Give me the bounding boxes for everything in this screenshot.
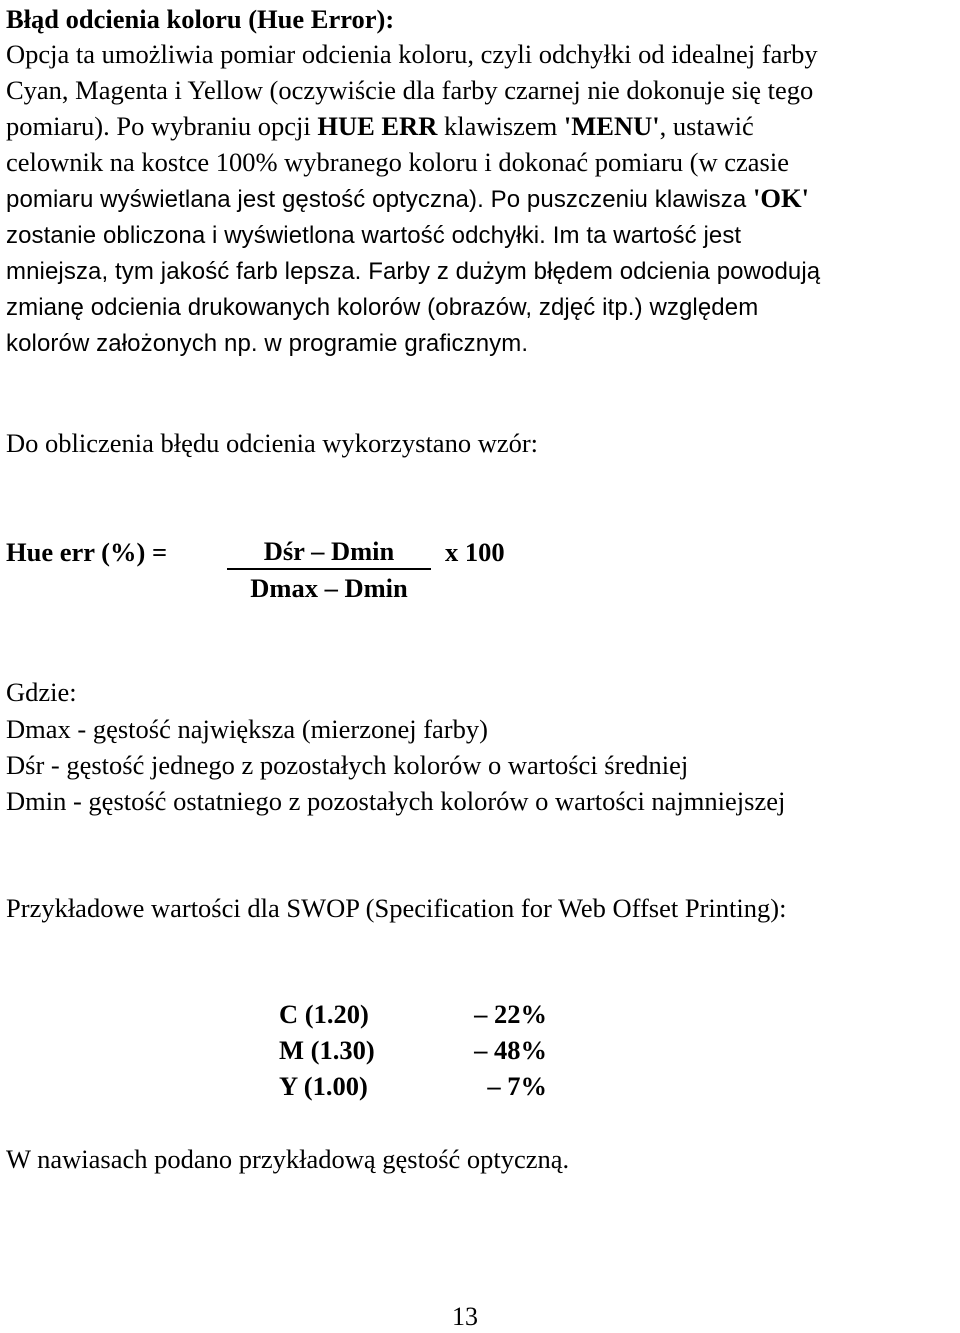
swop-color: Y (1.00) xyxy=(279,1071,368,1101)
swop-intro: Przykładowe wartości dla SWOP (Specification for Web Offset Printing): xyxy=(6,893,787,923)
paragraph-text: Farby z dużym błędem odcienia powodują xyxy=(368,258,821,285)
description-paragraph xyxy=(6,36,956,362)
swop-value: – 7% xyxy=(487,1071,547,1101)
paragraph-line-9: kolorów założonych np. w programie graficznym. xyxy=(6,330,529,357)
paragraph-text: , ustawić xyxy=(659,111,754,141)
formula-lhs: Hue err (%) = xyxy=(6,537,168,567)
formula-intro: Do obliczenia błędu odcienia wykorzystano wzór: xyxy=(6,428,539,458)
swop-color: C (1.20) xyxy=(279,999,369,1029)
paragraph-line-4: celownik na kostce 100% wybranego koloru i dokonać pomiaru (w czasie xyxy=(6,147,789,177)
where-dsr: Dśr - gęstość jednego z pozostałych kolorów o wartości średniej xyxy=(6,750,689,780)
formula-denominator: Dmax – Dmin xyxy=(250,573,408,603)
ok-key: 'OK' xyxy=(753,183,809,213)
formula-numerator: Dśr – Dmin xyxy=(227,534,431,570)
formula-multiplier: x 100 xyxy=(445,537,505,567)
section-heading: Błąd odcienia koloru (Hue Error): xyxy=(6,4,395,34)
paragraph-text: klawiszem xyxy=(437,111,564,141)
paragraph-line-8: zmianę odcienia drukowanych kolorów (obrazów, zdjęć itp.) względem xyxy=(6,294,759,321)
paragraph-line-3 xyxy=(6,108,956,144)
menu-key: 'MENU' xyxy=(563,111,660,141)
page-number: 13 xyxy=(452,1302,478,1331)
hue-err-option: HUE ERR xyxy=(317,111,438,141)
where-dmin: Dmin - gęstość ostatniego z pozostałych kolorów o wartości najmniejszej xyxy=(6,786,786,816)
footnote: W nawiasach podano przykładową gęstość optyczną. xyxy=(6,1144,570,1174)
swop-value: – 22% xyxy=(474,999,547,1029)
paragraph-line-5 xyxy=(6,180,956,218)
swop-row-yellow xyxy=(279,1068,579,1104)
paragraph-text: pomiaru wyświetlana jest gęstość optyczna). Po puszczeniu klawisza xyxy=(6,186,754,213)
paragraph-text: mniejsza, tym jakość farb lepsza. xyxy=(6,258,369,285)
paragraph-line-2: Cyan, Magenta i Yellow (oczywiście dla farby czarnej nie dokonuje się tego xyxy=(6,75,814,105)
paragraph-text: Im ta wartość jest xyxy=(552,222,742,249)
where-dmax: Dmax - gęstość największa (mierzonej farby) xyxy=(6,714,488,744)
paragraph-line-6 xyxy=(6,218,956,254)
swop-values-table xyxy=(279,996,579,1104)
paragraph-line-7 xyxy=(6,254,956,290)
swop-row-magenta xyxy=(279,1032,579,1068)
paragraph-text: zostanie obliczona i wyświetlona wartość odchyłki. xyxy=(6,222,553,249)
paragraph-text: pomiaru). Po wybraniu opcji xyxy=(6,111,318,141)
swop-row-cyan xyxy=(279,996,579,1032)
swop-value: – 48% xyxy=(474,1035,547,1065)
swop-color: M (1.30) xyxy=(279,1035,375,1065)
paragraph-line-1: Opcja ta umożliwia pomiar odcienia koloru, czyli odchyłki od idealnej farby xyxy=(6,39,818,69)
where-label: Gdzie: xyxy=(6,677,77,707)
